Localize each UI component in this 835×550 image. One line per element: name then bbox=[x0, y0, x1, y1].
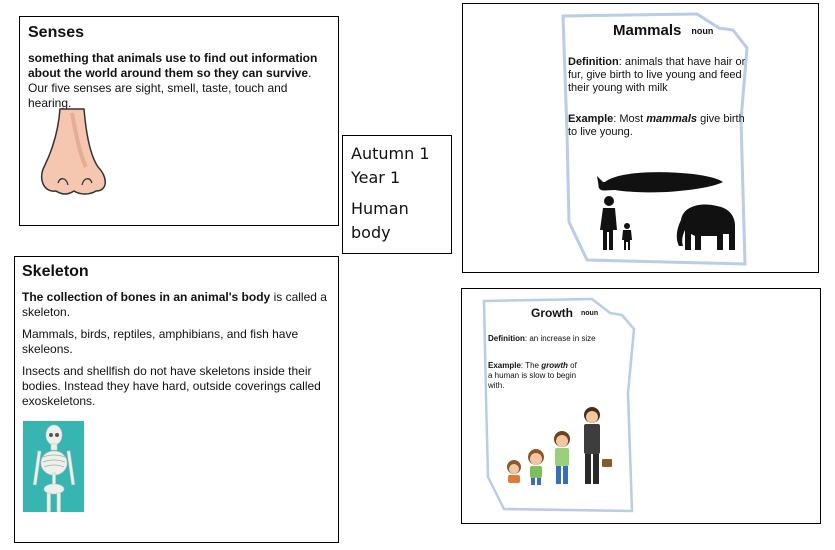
growth-definition-label: Definition bbox=[488, 334, 525, 343]
skeleton-image bbox=[23, 421, 84, 512]
skeleton-definition bbox=[22, 290, 331, 320]
mammals-noun-label: noun bbox=[691, 26, 714, 37]
skeleton-heading: Skeleton bbox=[22, 263, 89, 280]
senses-definition-bold: something that animals use to find out information about the world around them so they can survive bbox=[28, 51, 318, 80]
senses-definition-rest: . Our five senses are sight, smell, taste, touch and hearing. bbox=[28, 66, 312, 110]
topic-label-line1: Human bbox=[351, 199, 409, 218]
topic-label-line2: body bbox=[351, 223, 391, 242]
topic-label-box bbox=[342, 135, 452, 254]
skeleton-definition-rest: is called a skeleton. bbox=[22, 290, 327, 319]
growth-people-image bbox=[502, 405, 612, 487]
mammals-example-post: give birth to live young. bbox=[568, 113, 745, 138]
growth-example bbox=[488, 361, 578, 391]
growth-card bbox=[461, 288, 821, 524]
senses-definition bbox=[28, 51, 330, 111]
mammals-example-word: mammals bbox=[646, 113, 698, 125]
skeleton-paragraph-2: Mammals, birds, reptiles, amphibians, and fish have skeleons. bbox=[22, 327, 299, 356]
mammals-definition bbox=[568, 56, 746, 95]
skeleton-definition-bold: The collection of bones in an animal's body bbox=[22, 290, 271, 304]
growth-title bbox=[531, 306, 598, 320]
term-label: Autumn 1 bbox=[351, 144, 430, 163]
growth-definition-text: : an increase in size bbox=[524, 334, 596, 343]
mammals-example bbox=[568, 113, 746, 139]
growth-example-word: growth bbox=[541, 361, 568, 370]
mammals-example-label: Example bbox=[568, 113, 614, 125]
growth-example-label: Example bbox=[488, 361, 521, 370]
mammals-definition-label: Definition bbox=[568, 56, 619, 68]
senses-card bbox=[19, 16, 339, 226]
senses-heading: Senses bbox=[28, 24, 85, 41]
growth-definition bbox=[488, 334, 628, 344]
growth-word: Growth bbox=[531, 306, 573, 320]
nose-icon bbox=[38, 105, 108, 197]
growth-example-post: of a human is slow to begin with. bbox=[488, 361, 577, 390]
mammals-card bbox=[462, 3, 819, 273]
growth-example-pre: : The bbox=[520, 361, 542, 370]
mammals-silhouettes-image bbox=[597, 168, 745, 252]
skeleton-card bbox=[14, 256, 339, 543]
mammals-title bbox=[613, 22, 713, 39]
skeleton-paragraph-3: Insects and shellfish do not have skeletons inside their bodies. Instead they have hard, outside coverings called exoskeletons. bbox=[22, 364, 321, 408]
mammals-example-pre: : Most bbox=[613, 113, 647, 125]
growth-noun-label: noun bbox=[581, 310, 599, 318]
mammals-definition-text: : animals that have hair or fur, give birth to live young and feed their young with milk bbox=[568, 56, 746, 94]
mammals-word: Mammals bbox=[613, 22, 682, 39]
year-label: Year 1 bbox=[351, 168, 401, 187]
